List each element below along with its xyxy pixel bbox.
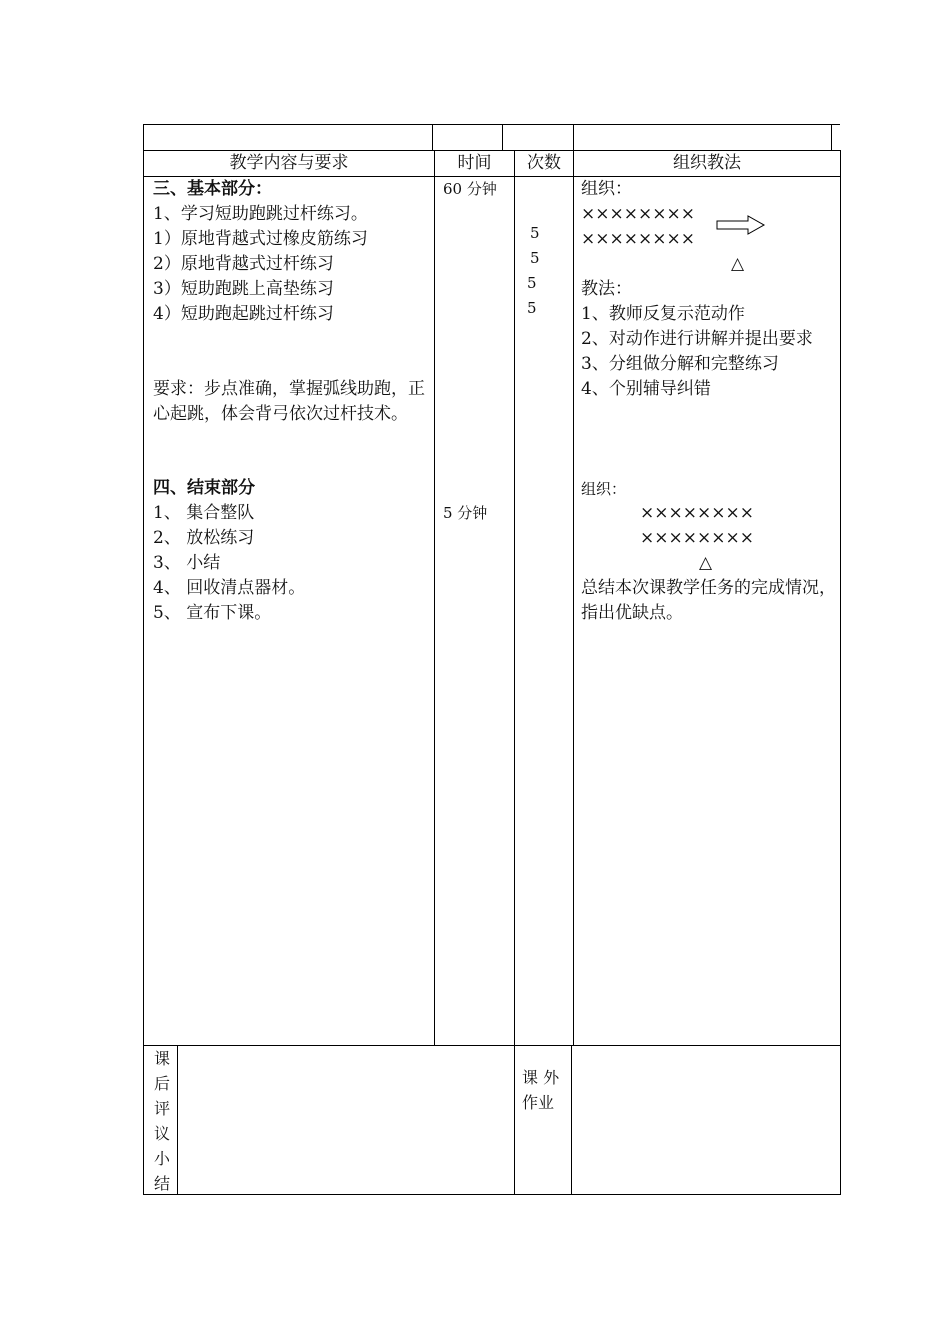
end-item-2: 2、 放松练习 bbox=[153, 528, 255, 548]
formation-row-3: ×××××××× bbox=[640, 503, 754, 523]
count-3: 5 bbox=[527, 274, 537, 292]
teacher-mark-2: △ bbox=[699, 553, 713, 573]
formation-row-1: ×××××××× bbox=[581, 204, 695, 224]
teacher-mark-1: △ bbox=[731, 254, 745, 274]
basic-part-title: 三、基本部分： bbox=[153, 179, 272, 199]
time-end: 5 分钟 bbox=[443, 504, 488, 522]
end-item-1: 1、 集合整队 bbox=[153, 503, 255, 523]
end-item-4: 4、 回收清点器材。 bbox=[153, 578, 306, 598]
content-sub-3: 3）短助跑跳上高垫练习 bbox=[153, 279, 334, 299]
count-4: 5 bbox=[527, 299, 537, 317]
org-label-2: 组织： bbox=[581, 480, 627, 498]
end-item-5: 5、 宣布下课。 bbox=[153, 603, 272, 623]
review-label: 课 后 评 议 小 结 bbox=[153, 1049, 170, 1193]
content-item-1: 1、学习短助跑跳过杆练习。 bbox=[153, 204, 368, 224]
content-sub-2: 2）原地背越式过杆练习 bbox=[153, 254, 334, 274]
teach-label: 教法： bbox=[581, 279, 632, 299]
header-time: 时间 bbox=[457, 153, 492, 173]
count-2: 5 bbox=[530, 249, 540, 267]
header-method: 组织教法 bbox=[673, 153, 741, 173]
count-1: 5 bbox=[530, 224, 540, 242]
teach-item-1: 1、教师反复示范动作 bbox=[581, 304, 745, 324]
time-basic: 60 分钟 bbox=[443, 180, 497, 198]
formation-row-4: ×××××××× bbox=[640, 528, 754, 548]
header-content: 教学内容与要求 bbox=[229, 153, 349, 173]
content-sub-1: 1）原地背越式过橡皮筋练习 bbox=[153, 229, 368, 249]
summary-text: 总结本次课教学任务的完成情况，指出优缺点。 bbox=[581, 578, 836, 623]
formation-row-2: ×××××××× bbox=[581, 229, 695, 249]
header-count: 次数 bbox=[527, 153, 561, 173]
teach-item-2: 2、对动作进行讲解并提出要求 bbox=[581, 329, 813, 349]
requirement-text: 要求：步点准确，掌握弧线助跑，正心起跳，体会背弓依次过杆技术。 bbox=[153, 379, 425, 424]
arrow-right-icon bbox=[716, 215, 766, 235]
end-part-title: 四、结束部分 bbox=[153, 478, 255, 498]
content-sub-4: 4）短助跑起跳过杆练习 bbox=[153, 304, 334, 324]
teach-item-3: 3、分组做分解和完整练习 bbox=[581, 354, 779, 374]
end-item-3: 3、 小结 bbox=[153, 553, 221, 573]
org-label-1: 组织： bbox=[581, 179, 632, 199]
teach-item-4: 4、个别辅导纠错 bbox=[581, 379, 711, 399]
homework-label: 课 外 作业 bbox=[522, 1068, 560, 1112]
